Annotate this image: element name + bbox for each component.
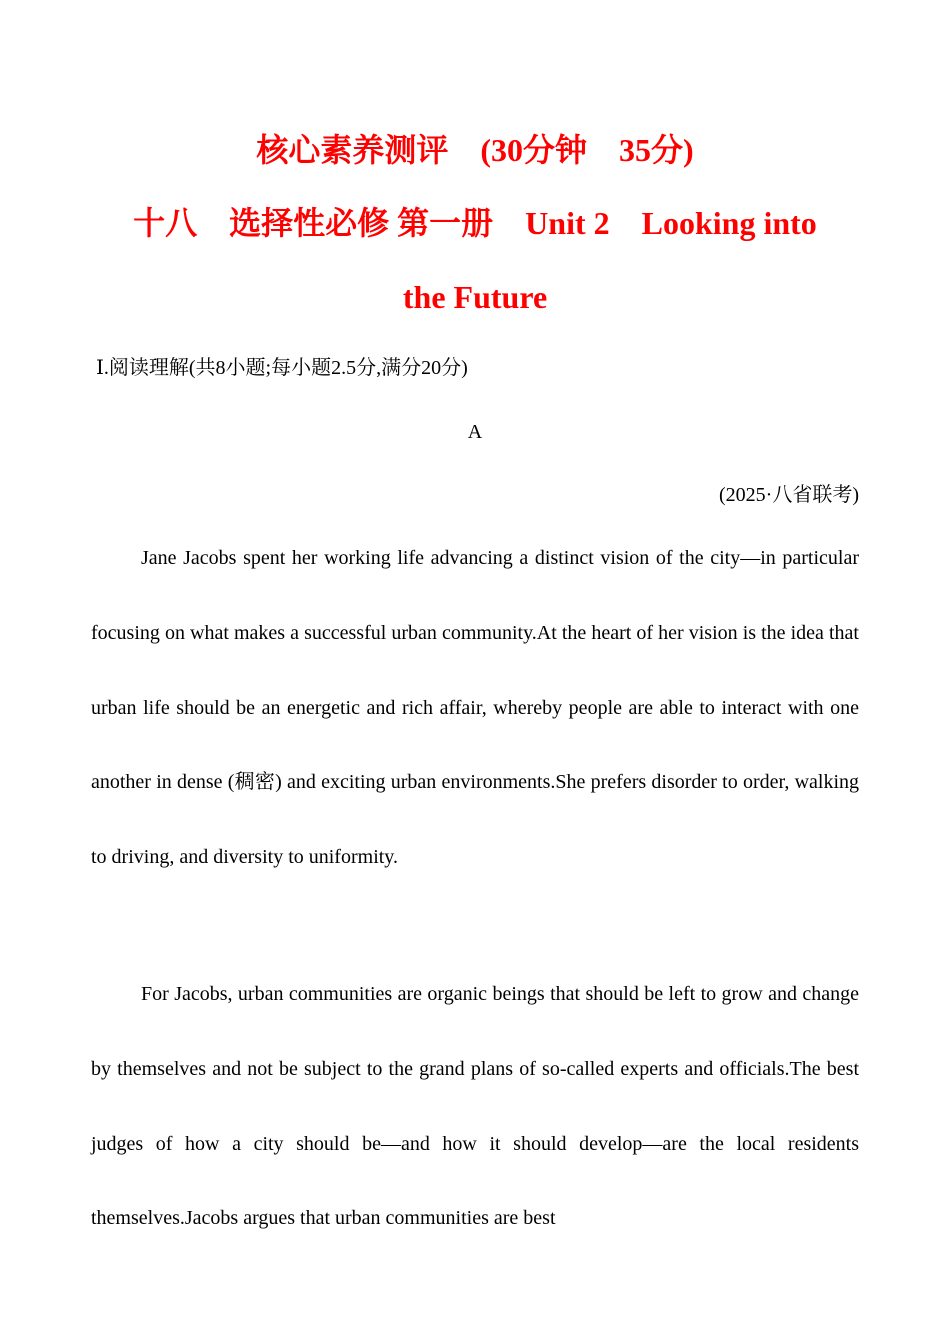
- unit-title-line-2: the Future: [402, 279, 548, 315]
- section-heading-reading: Ⅰ.阅读理解(共8小题;每小题2.5分,满分20分): [96, 357, 468, 379]
- test-title: 核心素养测评 (30分钟 35分): [256, 132, 694, 168]
- unit-title-line-1: 十八 选择性必修 第一册 Unit 2 Looking into: [133, 205, 817, 241]
- passage-source: (2025·八省联考): [719, 484, 859, 506]
- passage-paragraph-2: For Jacobs, urban communities are organic beings that should be left to grow and change by themselves and not be subject to the grand plans of so-called experts and officials.The best judges of how a city should be—and how it should develop—are the local residents themselves.Jacobs argues that urban communities are best: [91, 983, 859, 1230]
- passage-paragraph-1: Jane Jacobs spent her working life advancing a distinct vision of the city—in particular focusing on what makes a successful urban community.At the heart of her vision is the idea that urban life should be an energetic and rich affair, whereby people are able to interact with one another in dense (稠密) and exciting urban environments.She prefers disorder to order, walking to driving, and diversity to uniformity.: [91, 547, 859, 869]
- passage-label: A: [467, 421, 483, 443]
